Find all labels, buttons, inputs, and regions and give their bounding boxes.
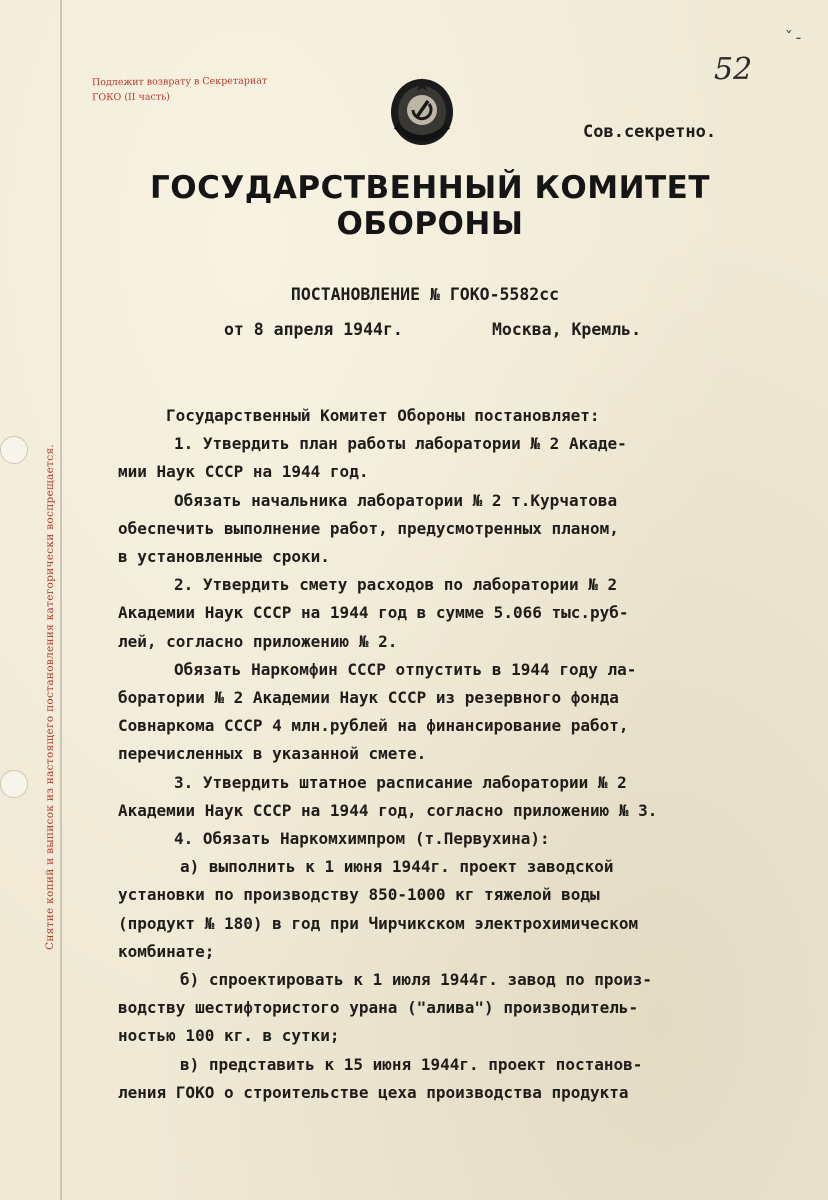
classification-mark: Сов.секретно. (583, 122, 717, 142)
return-stamp (92, 73, 332, 106)
body-line: ления ГОКО о строительстве цеха производства продукта (118, 1082, 629, 1102)
body-line: комбинате; (118, 941, 215, 961)
decree-body (118, 402, 790, 1107)
decree-date: от 8 апреля 1944г. (224, 320, 403, 339)
handwritten-page-number: 52 (714, 52, 753, 87)
body-line: 1. Утвердить план работы лаборатории № 2 Акаде- (174, 434, 627, 454)
body-line: Академии Наук СССР на 1944 год, согласно приложению № 3. (118, 800, 658, 820)
body-line: Обязать Наркомфин СССР отпустить в 1944 году ла- (174, 659, 637, 679)
body-line: 4. Обязать Наркомхимпром (т.Первухина): (174, 829, 550, 849)
body-line: установки по производству 850-1000 кг тяжелой воды (118, 885, 600, 905)
body-line: лей, согласно приложению № 2. (118, 631, 398, 651)
ussr-emblem-icon (386, 74, 458, 152)
body-line: в) представить к 15 июня 1944г. проект постанов- (180, 1054, 643, 1074)
return-stamp-line-2: ГОКО (II часть) (92, 91, 171, 104)
body-line: а) выполнить к 1 июня 1944г. проект заводской (180, 857, 614, 877)
body-line: 3. Утвердить штатное расписание лаборатории № 2 (174, 772, 627, 792)
return-stamp-line-1: Подлежит возврату в Секретариат (91, 75, 268, 89)
body-line: (продукт № 180) в год при Чирчикском электрохимическом (118, 913, 639, 933)
body-line: обеспечить выполнение работ, предусмотренных планом, (118, 518, 619, 538)
body-line: Государственный Комитет Обороны постановляет: (166, 406, 600, 425)
binding-line (60, 0, 62, 1200)
body-line: Совнаркома СССР 4 млн.рублей на финансирование работ, (118, 716, 629, 736)
body-line: перечисленных в указанной смете. (118, 744, 427, 764)
body-line: в установленные сроки. (118, 547, 330, 567)
body-line: мии Наук СССР на 1944 год. (118, 462, 369, 482)
corner-mark: ˇ- (784, 28, 804, 47)
body-line: водству шестифтористого урана ("алива") производитель- (118, 998, 639, 1018)
body-line: б) спроектировать к 1 июля 1944г. завод по произ- (180, 970, 653, 990)
copy-prohibition-stamp: Снятие копий и выписок из настоящего постановления категорически воспрещается. (44, 443, 56, 950)
punch-hole-top (0, 436, 28, 464)
body-line: Обязать начальника лаборатории № 2 т.Курчатова (174, 490, 618, 510)
punch-hole-bottom (0, 770, 28, 798)
decree-location: Москва, Кремль. (492, 320, 642, 339)
agency-title: ГОСУДАРСТВЕННЫЙ КОМИТЕТ ОБОРОНЫ (150, 170, 710, 242)
body-line: ностью 100 кг. в сутки; (118, 1026, 340, 1046)
body-line: боратории № 2 Академии Наук СССР из резервного фонда (118, 688, 619, 708)
decree-title: ПОСТАНОВЛЕНИЕ № ГОКО-5582сс (290, 285, 560, 304)
body-line: Академии Наук СССР на 1944 год в сумме 5.066 тыс.руб- (118, 603, 629, 623)
body-line: 2. Утвердить смету расходов по лаборатории № 2 (174, 575, 618, 595)
